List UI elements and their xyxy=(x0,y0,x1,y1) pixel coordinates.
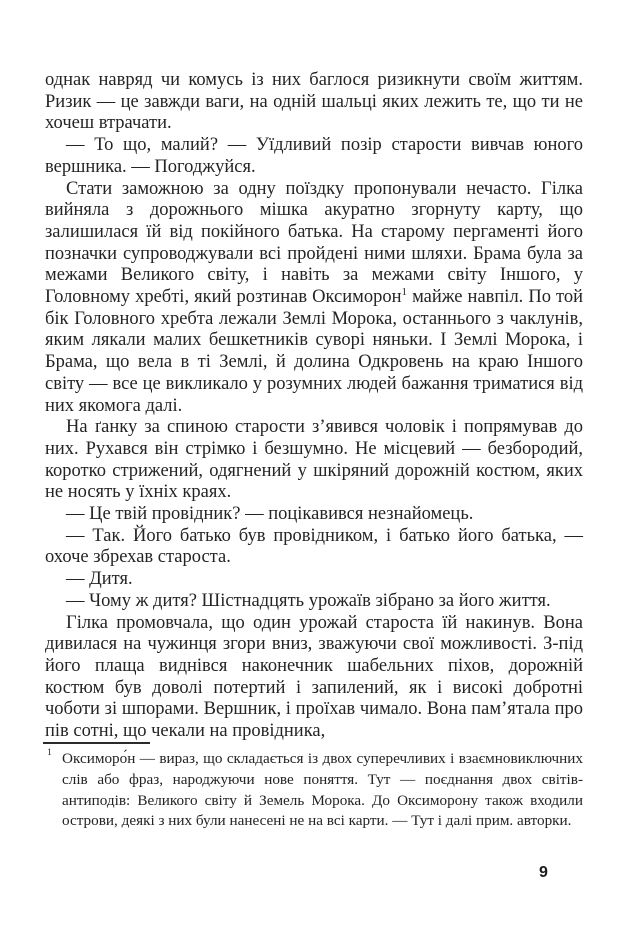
page-text xyxy=(45,70,583,743)
footnote xyxy=(45,749,583,832)
footnote-reference: 1 xyxy=(401,285,408,298)
paragraph-1: однак навряд чи комусь із них баглося ризикнути своїм життям. Ризик — це завжди ваги, на одній шальці яких лежить те, що ти не хочеш втрачати. xyxy=(45,70,583,134)
paragraph-6: — Так. Його батько був провідником, і батько його батька, — охоче збрехав староста. xyxy=(45,525,583,568)
footnote-divider xyxy=(43,742,150,744)
paragraph-9: Гілка промовчала, що один урожай староста їй накинув. Вона дивилася на чужинця згори вниз, зважуючи свої можливості. З-під його плаща виднівся наконечник шабельних піхов, дорожній костюм був доволі потертий і запилений, як і високі добротні чоботи зі шпорами. Вершник, і проїхав чимало. Вона пам’ятала про пів сотні, що чекали на провідника, xyxy=(45,612,583,742)
paragraph-4: На ґанку за спиною старости з’явився чоловік і попрямував до них. Рухався він стрімко і безшумно. Не місцевий — безбородий, коротко стрижений, одягнений у шкіряний дорожній костюм, яких не носять у їхніх краях. xyxy=(45,417,583,503)
paragraph-7: — Дитя. xyxy=(66,569,133,590)
paragraph-2: — То що, малий? — Уїдливий позір старости вивчав юного вершника. — Погоджуйся. xyxy=(45,135,583,177)
paragraph-3 xyxy=(45,179,583,418)
paragraph-3-text: Стати заможною за одну поїздку пропонували нечасто. Гілка вийняла з дорожнього мішка акуратно згорнуту карту, що залишилася їй від покійного батька. На старому пергаменті його позначки супроводжували всі пройдені ними шляхи. Брама була за межами Великого світу, і навіть за межами світу Іншого, у Головному хребті, який розтинав Оксиморон xyxy=(45,178,583,308)
paragraph-3-text-after: майже навпіл. По той бік Головного хребта лежали Землі Морока, останнього з чаклунів, яким лякали малих бешкетників суворі няньки. І Землі Морока, і Брама, що вела в ті Землі, й долина Одкровень на краю Іншого світу — все це викликало у розумних людей бажання триматися від них якомога далі. xyxy=(45,287,583,416)
paragraph-8: — Чому ж дитя? Шістнадцять урожаїв зібрано за його життя. xyxy=(66,590,551,611)
paragraph-5: — Це твій провідник? — поцікавився незнайомець. xyxy=(66,504,474,525)
page-number: 9 xyxy=(539,864,548,881)
footnote-text: Оксиморо́н — вираз, що складається із двох суперечливих і взаємновиключних слів або фраз, народжуючи нове поняття. Тут — поєднання двох світів-антиподів: Великого світу й Земель Морока. До Оксиморону також входили острови, деякі з них були нанесені не на всі карти. — Тут і далі прим. авторки. xyxy=(62,750,583,830)
footnote-marker: 1 xyxy=(47,748,52,758)
